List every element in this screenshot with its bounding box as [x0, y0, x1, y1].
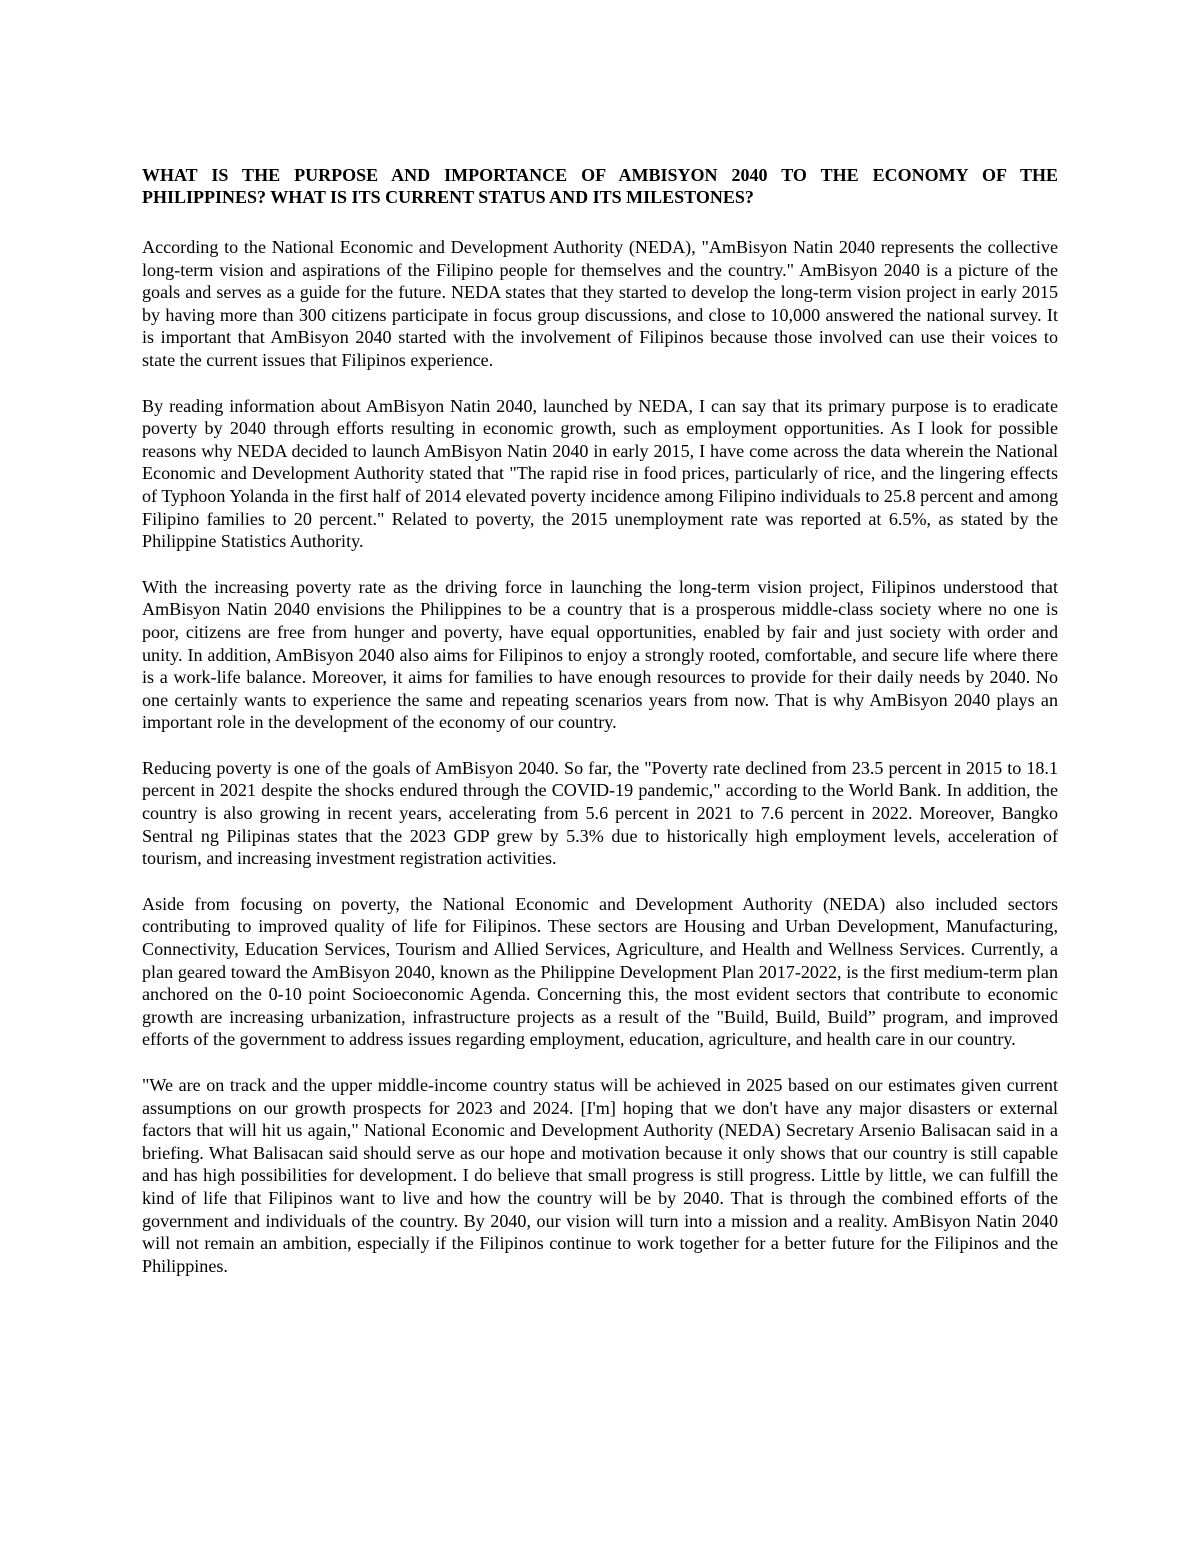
- document-page: [142, 164, 1058, 1300]
- paragraph-vision: With the increasing poverty rate as the driving force in launching the long-term vision project, Filipinos understood that AmBisyon Natin 2040 envisions the Philippines to be a country that is a prosperous middle-class society where no one is poor, citizens are free from hunger and poverty, have equal opportunities, enabled by fair and just society with order and unity. In addition, AmBisyon 2040 also aims for Filipinos to enjoy a strongly rooted, comfortable, and secure life where there is a work-life balance. Moreover, it aims for families to have enough resources to provide for their daily needs by 2040. No one certainly wants to experience the same and repeating scenarios years from now. That is why AmBisyon 2040 plays an important role in the development of the economy of our country.: [142, 576, 1058, 733]
- paragraph-poverty-reduction: Reducing poverty is one of the goals of AmBisyon 2040. So far, the "Poverty rate declined from 23.5 percent in 2015 to 18.1 percent in 2021 despite the shocks endured through the COVID-19 pandemic," according to the World Bank. In addition, the country is also growing in recent years, accelerating from 5.6 percent in 2021 to 7.6 percent in 2022. Moreover, Bangko Sentral ng Pilipinas states that the 2023 GDP grew by 5.3% due to historically high employment levels, acceleration of tourism, and increasing investment registration activities.: [142, 757, 1058, 869]
- paragraph-sectors: Aside from focusing on poverty, the National Economic and Development Authority (NEDA) also included sectors contributing to improved quality of life for Filipinos. These sectors are Housing and Urban Development, Manufacturing, Connectivity, Education Services, Tourism and Allied Services, Agriculture, and Health and Wellness Services. Currently, a plan geared toward the AmBisyon 2040, known as the Philippine Development Plan 2017-2022, is the first medium-term plan anchored on the 0-10 point Socioeconomic Agenda. Concerning this, the most evident sectors that contribute to economic growth are increasing urbanization, infrastructure projects as a result of the "Build, Build, Build” program, and improved efforts of the government to address issues regarding employment, education, agriculture, and health care in our country.: [142, 893, 1058, 1050]
- paragraph-conclusion: "We are on track and the upper middle-income country status will be achieved in 2025 based on our estimates given current assumptions on our growth prospects for 2023 and 2024. [I'm] hoping that we don't have any major disasters or external factors that will hit us again," National Economic and Development Authority (NEDA) Secretary Arsenio Balisacan said in a briefing. What Balisacan said should serve as our hope and motivation because it only shows that our country is still capable and has high possibilities for development. I do believe that small progress is still progress. Little by little, we can fulfill the kind of life that Filipinos want to live and how the country will be by 2040. That is through the combined efforts of the government and individuals of the country. By 2040, our vision will turn into a mission and a reality. AmBisyon Natin 2040 will not remain an ambition, especially if the Filipinos continue to work together for a better future for the Filipinos and the Philippines.: [142, 1075, 1058, 1276]
- document-title: WHAT IS THE PURPOSE AND IMPORTANCE OF AMBISYON 2040 TO THE ECONOMY OF THE PHILIPPINES? WHAT IS ITS CURRENT STATUS AND ITS MILESTONES?: [142, 165, 1058, 207]
- paragraph-neda-intro: According to the National Economic and Development Authority (NEDA), "AmBisyon Natin 2040 represents the collective long-term vision and aspirations of the Filipino people for themselves and the country." AmBisyon 2040 is a picture of the goals and serves as a guide for the future. NEDA states that they started to develop the long-term vision project in early 2015 by having more than 300 citizens participate in focus group discussions, and close to 10,000 answered the national survey. It is important that AmBisyon 2040 started with the involvement of Filipinos because those involved can use their voices to state the current issues that Filipinos experience.: [142, 237, 1058, 370]
- paragraph-primary-purpose: By reading information about AmBisyon Natin 2040, launched by NEDA, I can say that its primary purpose is to eradicate poverty by 2040 through efforts resulting in economic growth, such as employment opportunities. As I look for possible reasons why NEDA decided to launch AmBisyon Natin 2040 in early 2015, I have come across the data wherein the National Economic and Development Authority stated that "The rapid rise in food prices, particularly of rice, and the lingering effects of Typhoon Yolanda in the first half of 2014 elevated poverty incidence among Filipino individuals to 25.8 percent and among Filipino families to 20 percent." Related to poverty, the 2015 unemployment rate was reported at 6.5%, as stated by the Philippine Statistics Authority.: [142, 395, 1058, 552]
